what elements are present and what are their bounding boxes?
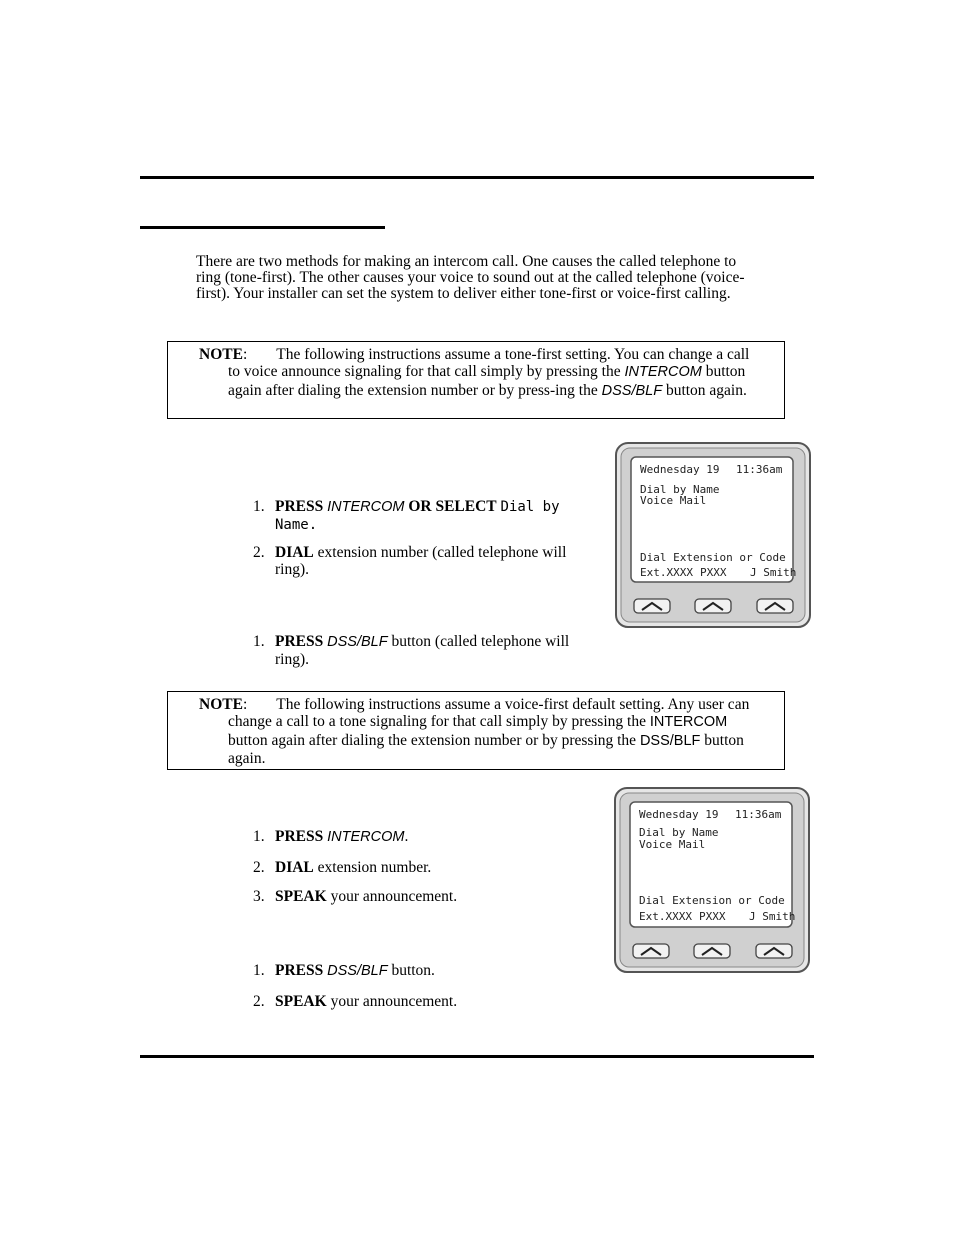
list-item: 1. PRESS DSS/BLF button.	[253, 962, 435, 979]
lcd-date: Wednesday 19	[640, 463, 720, 476]
voice-intercom-steps	[253, 828, 593, 905]
lcd-option: Dial by Name	[639, 826, 719, 839]
header-rule	[140, 176, 814, 179]
note-tone-first	[167, 341, 785, 419]
intercom-button-ref: INTERCOM	[649, 714, 728, 731]
lcd-softkey-label: Ext.XXXX	[639, 910, 692, 923]
list-item: 2. DIAL extension number.	[253, 859, 432, 876]
footer-rule	[140, 1055, 814, 1058]
lcd-prompt: Dial Extension or Code	[639, 894, 785, 907]
tone-intercom-steps	[253, 498, 603, 578]
lcd-softkey-label: J Smith	[750, 566, 797, 579]
softkey-button[interactable]	[694, 944, 730, 958]
voice-dss-steps	[253, 962, 593, 1010]
note-label: NOTE:	[199, 346, 248, 363]
dss-blf-button-ref: DSS/BLF	[601, 382, 663, 399]
list-item: 2. SPEAK your announcement.	[253, 993, 458, 1010]
lcd-time: 11:36am	[736, 463, 783, 476]
phone-display	[615, 442, 811, 628]
lcd-date: Wednesday 19	[639, 808, 719, 821]
section-rule	[140, 226, 385, 229]
tone-dss-steps	[253, 633, 603, 668]
softkey-button[interactable]	[757, 599, 793, 613]
lcd-prompt: Dial Extension or Code	[640, 551, 786, 564]
softkey-button[interactable]	[695, 599, 731, 613]
lcd-option-text: Dial by Name.	[275, 499, 560, 533]
softkey-button[interactable]	[756, 944, 792, 958]
softkey-button[interactable]	[634, 599, 670, 613]
lcd-softkey-label: PXXX	[699, 910, 726, 923]
lcd-softkey-label: J Smith	[749, 910, 796, 923]
note-voice-first	[167, 691, 785, 770]
list-item: 1. PRESS DSS/BLF button (called telephone will ring).	[253, 633, 570, 668]
note-text: NOTE: The following instructions assume a tone-first setting. You can change a call to voice announce signaling for that call simply by pressing the INTERCOM button again after dialing the extension number or by press-ing the DSS/BLF button again.	[199, 346, 750, 399]
intercom-button-ref: INTERCOM	[624, 364, 702, 381]
note-label: NOTE:	[199, 696, 248, 713]
phone-display	[614, 787, 810, 973]
lcd-option: Voice Mail	[639, 838, 706, 851]
softkey-button[interactable]	[633, 944, 669, 958]
lcd-time: 11:36am	[735, 808, 782, 821]
list-item: 1. PRESS INTERCOM.	[253, 828, 409, 845]
lcd-softkey-label: PXXX	[700, 566, 727, 579]
list-item: 3. SPEAK your announcement.	[253, 888, 458, 905]
lcd-option: Dial by Name	[640, 483, 720, 496]
list-item: 1. PRESS INTERCOM OR SELECT Dial by Name.	[253, 498, 560, 533]
note-text: NOTE: The following instructions assume a voice-first default setting. Any user can change a call to a tone signaling for that call simply by pressing the INTERCOM button again after dialing the extension number or by pressing the DSS/BLF button again.	[199, 696, 750, 767]
intro-paragraph: There are two methods for making an intercom call. One causes the called telephone to ring (tone-first). The other causes your voice to sound out at the called telephone (voice-first). Your installer can set the system to deliver either tone-first or voice-first calling.	[196, 253, 745, 302]
lcd-option: Voice Mail	[640, 494, 707, 507]
dss-blf-button-ref: DSS/BLF	[639, 732, 701, 749]
list-item: 2. DIAL extension number (called telephone will ring).	[253, 544, 567, 578]
lcd-softkey-label: Ext.XXXX	[640, 566, 693, 579]
